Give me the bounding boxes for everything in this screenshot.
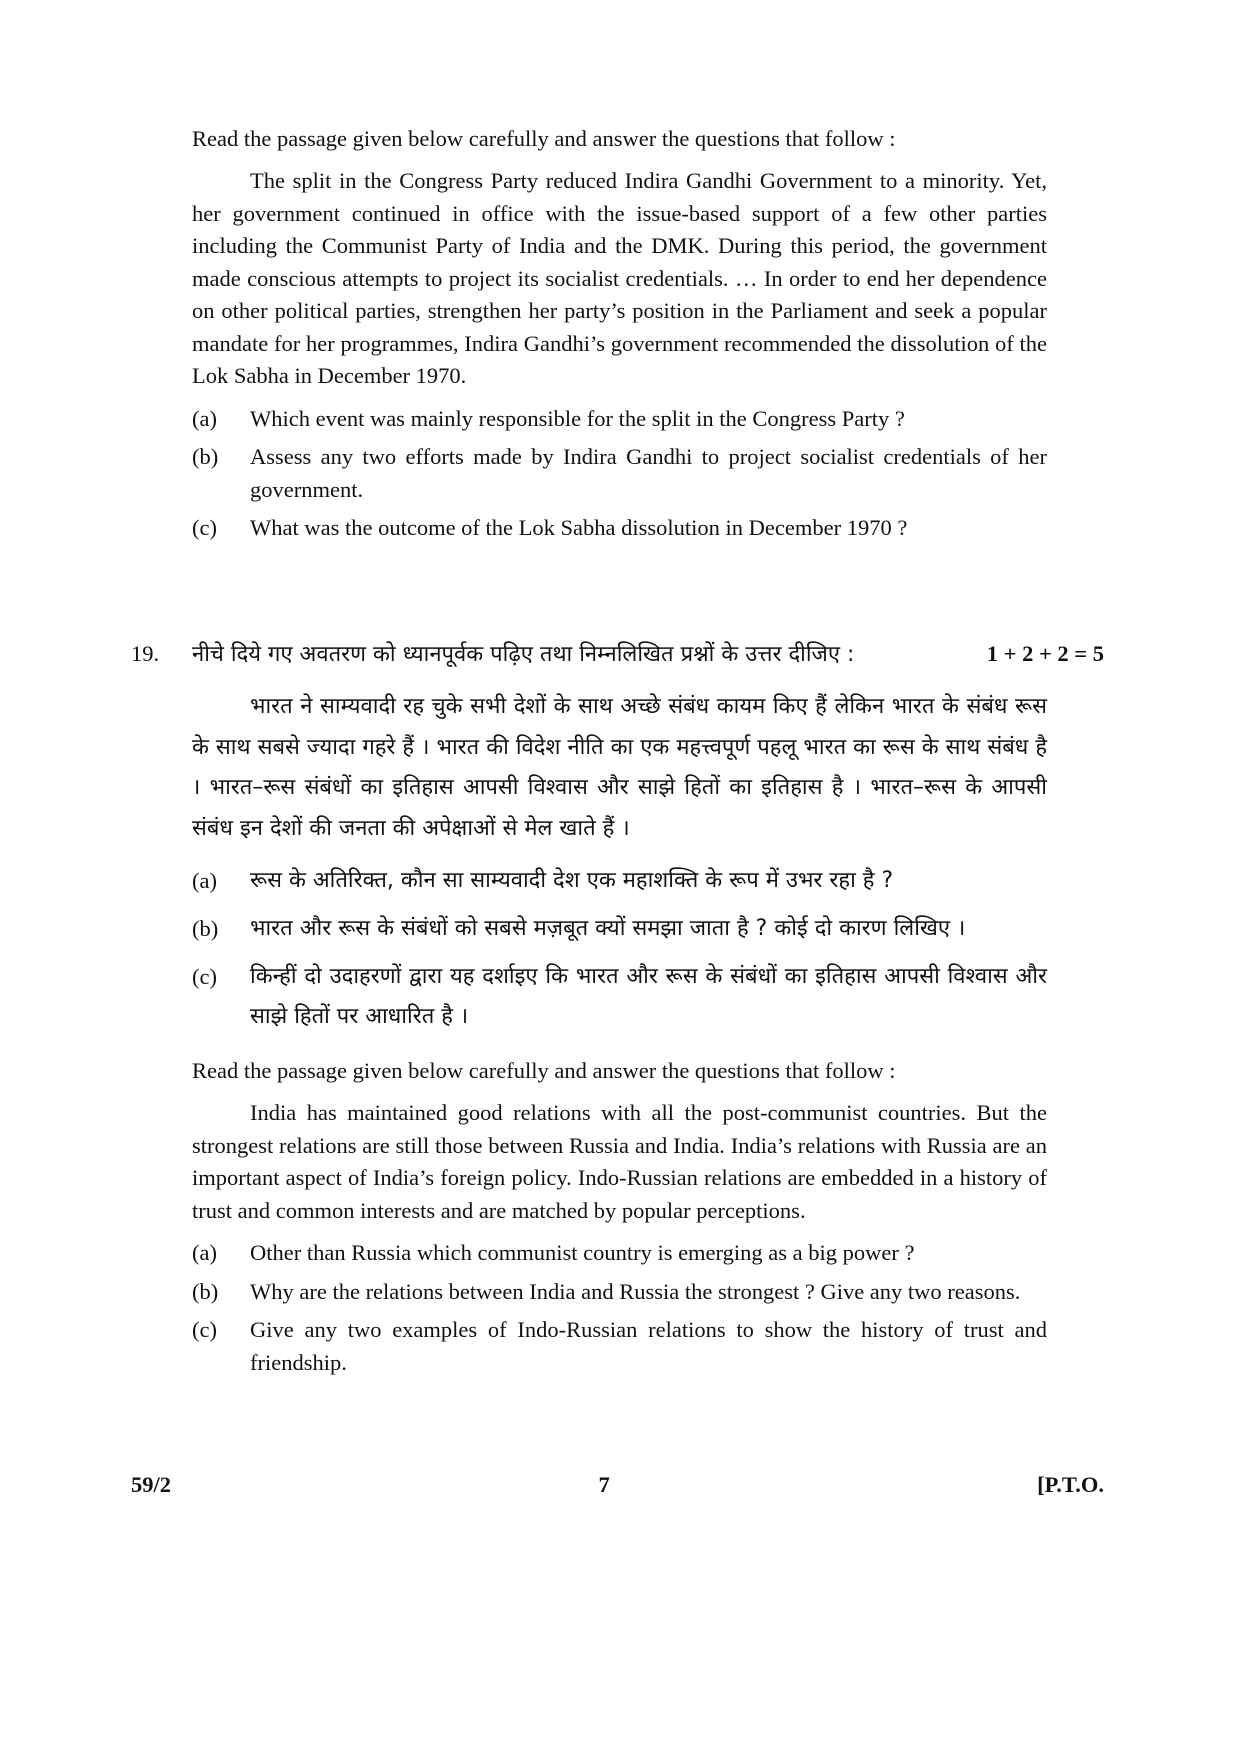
section-a-questions bbox=[192, 403, 1047, 545]
question-item bbox=[192, 1314, 1047, 1379]
question-item bbox=[192, 512, 1047, 545]
question-text: भारत और रूस के संबंधों को सबसे मज़बूत क्यों समझा जाता है ? कोई दो कारण लिखिए । bbox=[250, 916, 966, 941]
question-item bbox=[192, 861, 1047, 901]
question-text: रूस के अतिरिक्त, कौन सा साम्यवादी देश एक महाशक्ति के रूप में उभर रहा है ? bbox=[250, 868, 894, 893]
question-label: (c) bbox=[192, 515, 217, 540]
section-a bbox=[192, 123, 1047, 545]
paper-code: 59/2 bbox=[131, 1472, 172, 1497]
question-item bbox=[192, 1276, 1047, 1309]
hindi-questions bbox=[192, 861, 1047, 1037]
question-item bbox=[192, 909, 1047, 949]
page-number: 7 bbox=[598, 1472, 610, 1497]
question-label: (a) bbox=[192, 1240, 217, 1265]
question-19-header bbox=[131, 638, 1104, 668]
question-number: 19. bbox=[131, 641, 160, 666]
question-19-hindi bbox=[192, 687, 1047, 1037]
question-text: What was the outcome of the Lok Sabha dissolution in December 1970 ? bbox=[250, 515, 908, 540]
english-intro: Read the passage given below carefully and answer the questions that follow : bbox=[192, 1058, 896, 1083]
question-label: (c) bbox=[192, 964, 217, 989]
question-label: (c) bbox=[192, 1317, 217, 1342]
question-text: Other than Russia which communist country is emerging as a big power ? bbox=[250, 1240, 915, 1265]
question-text: Give any two examples of Indo-Russian relations to show the history of trust and friendship. bbox=[250, 1317, 1047, 1375]
english-questions bbox=[192, 1237, 1047, 1379]
question-marks: 1 + 2 + 2 = 5 bbox=[986, 641, 1104, 666]
question-text: किन्हीं दो उदाहरणों द्वारा यह दर्शाइए कि भारत और रूस के संबंधों का इतिहास आपसी विश्वास और साझे हितों पर आधारित है । bbox=[250, 964, 1047, 1029]
question-label: (b) bbox=[192, 444, 219, 469]
section-a-passage: The split in the Congress Party reduced Indira Gandhi Government to a minority. Yet, her government continued in office with the issue-based support of a few other parties including the Communist Party of India and the DMK. During this period, the government made conscious attempts to project its socialist credentials. … In order to end her dependence on other political parties, strengthen her party’s position in the Parliament and seek a popular mandate for her programmes, Indira Gandhi’s government recommended the dissolution of the Lok Sabha in December 1970. bbox=[192, 168, 1047, 388]
question-item bbox=[192, 441, 1047, 506]
question-label: (b) bbox=[192, 1278, 219, 1304]
please-turn-over: [P.T.O. bbox=[1037, 1472, 1104, 1497]
question-label: (a) bbox=[192, 405, 217, 431]
question-label: (a) bbox=[192, 868, 217, 893]
question-instruction-hindi: नीचे दिये गए अवतरण को ध्यानपूर्वक पढ़िए तथा निम्नलिखित प्रश्नों के उत्तर दीजिए : bbox=[192, 642, 855, 667]
question-item bbox=[192, 957, 1047, 1037]
page-footer bbox=[131, 1472, 1104, 1498]
hindi-passage: भारत ने साम्यवादी रह चुके सभी देशों के साथ अच्छे संबंध कायम किए हैं लेकिन भारत के संबंध रूस के साथ सबसे ज्यादा गहरे हैं । भारत की विदेश नीति का एक महत्त्वपूर्ण पहलू भारत का रूस के साथ संबंध है । भारत–रूस संबंधों का इतिहास आपसी विश्वास और साझे हितों का इतिहास है । भारत–रूस के आपसी संबंध इन देशों की जनता की अपेक्षाओं से मेल खाते हैं । bbox=[192, 694, 1047, 841]
question-item bbox=[192, 1237, 1047, 1270]
english-passage: India has maintained good relations with all the post-communist countries. But the strongest relations are still those between Russia and India. India’s relations with Russia are an important aspect of India’s foreign policy. Indo-Russian relations are embedded in a history of trust and common interests and are matched by popular perceptions. bbox=[192, 1100, 1047, 1223]
question-text: Which event was mainly responsible for the split in the Congress Party ? bbox=[250, 405, 905, 431]
question-19-english bbox=[192, 1055, 1047, 1379]
question-label: (b) bbox=[192, 916, 219, 941]
section-a-intro: Read the passage given below carefully and answer the questions that follow : bbox=[192, 126, 896, 151]
question-item bbox=[192, 403, 1047, 436]
question-text: Why are the relations between India and Russia the strongest ? Give any two reasons. bbox=[250, 1278, 1021, 1304]
question-text: Assess any two efforts made by Indira Gandhi to project socialist credentials of her government. bbox=[250, 444, 1047, 502]
